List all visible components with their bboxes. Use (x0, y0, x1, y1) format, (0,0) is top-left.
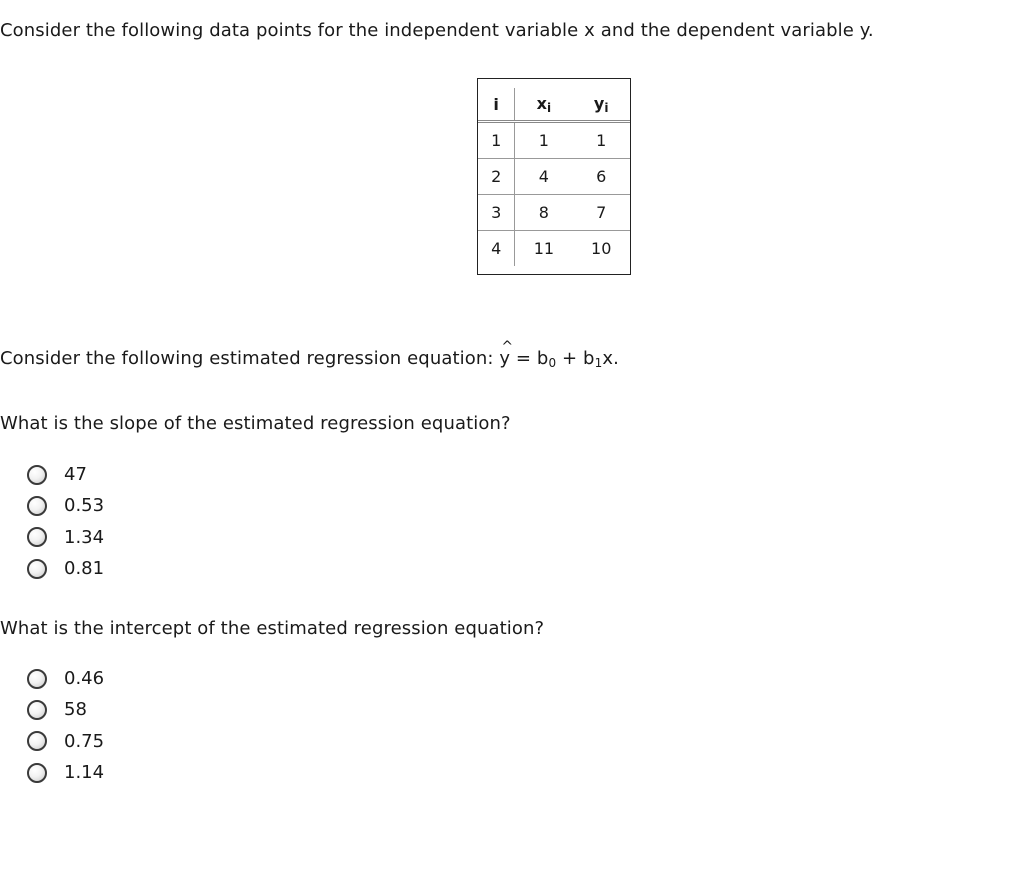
cell-i: 3 (478, 195, 515, 231)
table-row (478, 122, 630, 159)
slope-options (27, 459, 104, 584)
intercept-option[interactable] (27, 757, 104, 788)
cell-y: 6 (572, 159, 630, 195)
slope-option[interactable] (27, 459, 104, 490)
subscript-1: 1 (594, 356, 603, 370)
cell-x: 8 (515, 195, 573, 231)
table-row (478, 195, 630, 231)
radio-icon[interactable] (27, 465, 47, 485)
intercept-options (27, 663, 104, 788)
question-intercept: What is the intercept of the estimated regression equation? (0, 618, 545, 639)
header-i: i (478, 88, 515, 122)
option-label: 0.81 (64, 558, 105, 580)
table-header-row (478, 88, 630, 122)
radio-icon[interactable] (27, 731, 47, 751)
option-label: 47 (64, 464, 87, 486)
equation-prefix: Consider the following estimated regression equation: (0, 348, 500, 369)
option-label: 0.46 (64, 668, 105, 690)
equation-suffix: x. (602, 348, 619, 369)
radio-icon[interactable] (27, 669, 47, 689)
slope-option[interactable] (27, 522, 104, 553)
intercept-option[interactable] (27, 663, 104, 694)
option-label: 1.14 (64, 762, 105, 784)
equation-b1: + b (556, 348, 595, 369)
subscript-0: 0 (548, 356, 557, 370)
equation-b0: = b (510, 348, 549, 369)
cell-i: 1 (478, 122, 515, 159)
y-hat-symbol: ^ y (499, 348, 510, 369)
regression-equation (0, 348, 619, 370)
radio-icon[interactable] (27, 559, 47, 579)
radio-icon[interactable] (27, 496, 47, 516)
cell-x: 4 (515, 159, 573, 195)
radio-icon[interactable] (27, 763, 47, 783)
option-label: 0.75 (64, 730, 105, 752)
intercept-option[interactable] (27, 726, 104, 757)
cell-y: 10 (591, 239, 612, 258)
intro-text: Consider the following data points for the independent variable x and the dependent variable y. (0, 20, 874, 41)
option-label: 58 (64, 699, 87, 721)
cell-y: 1 (572, 122, 630, 159)
header-x: $x_i$ (515, 88, 573, 122)
header-y: $y_i$ (572, 88, 630, 122)
radio-icon[interactable] (27, 527, 47, 547)
cell-x: 11 (533, 239, 555, 258)
table-row (478, 231, 630, 267)
radio-icon[interactable] (27, 700, 47, 720)
data-table (477, 78, 631, 275)
slope-option[interactable] (27, 490, 104, 521)
question-slope: What is the slope of the estimated regression equation? (0, 413, 511, 434)
cell-i: 2 (478, 159, 515, 195)
cell-y: 7 (572, 195, 630, 231)
slope-option[interactable] (27, 553, 104, 584)
option-label: 0.53 (64, 495, 105, 517)
cell-i: 4 (478, 231, 515, 267)
intercept-option[interactable] (27, 694, 104, 725)
option-label: 1.34 (64, 526, 105, 548)
cell-x: 1 (515, 122, 573, 159)
table-row (478, 159, 630, 195)
